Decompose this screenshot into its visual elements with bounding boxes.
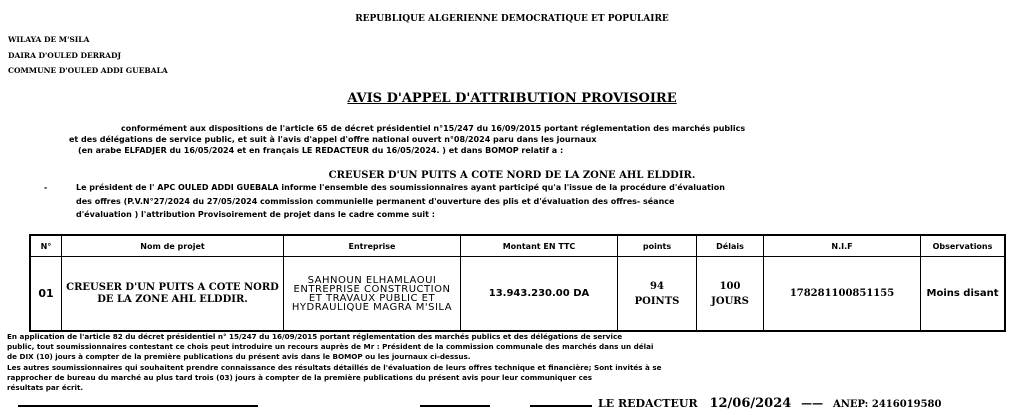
project-subtitle: CREUSER D'UN PUITS A COTE NORD DE LA ZONE AHL ELDDIR. bbox=[328, 170, 696, 181]
cell-project: CREUSER D'UN PUITS A COTE NORD DE LA ZONE AHL ELDDIR. bbox=[62, 257, 284, 332]
publisher-name: LE REDACTEUR bbox=[598, 397, 698, 410]
intro-line-1: conformément aux dispositions de l'article 65 de décret présidentiel n°15/247 du 16/09/2015 portant réglementation des marchés publics bbox=[121, 124, 746, 133]
footer-rule bbox=[530, 405, 592, 407]
table-header-row bbox=[30, 235, 1005, 257]
header-observations: Observations bbox=[921, 235, 1006, 257]
header-company: Entreprise bbox=[284, 235, 461, 257]
header-project: Nom de projet bbox=[62, 235, 284, 257]
header-delay: Délais bbox=[697, 235, 764, 257]
publication-date: 12/06/2024 bbox=[709, 396, 792, 411]
intro-line-3: (en arabe ELFADJER du 16/05/2024 et en français LE REDACTEUR du 16/05/2024. ) et dans BOMOP relatif a : bbox=[78, 146, 564, 155]
publication-info bbox=[598, 396, 941, 411]
points-value: 94 bbox=[650, 280, 664, 292]
footer-line-4: Les autres soumissionnaires qui souhaitent prendre connaissance des résultats détaillés de l'évaluation de leurs offres technique et financière; Sont invités à se bbox=[7, 363, 662, 372]
cell-num: 01 bbox=[30, 257, 62, 332]
cell-delay bbox=[697, 257, 764, 332]
footer-line-1: En application de l'article 82 du décret présidentiel n° 15/247 du 16/09/2015 portant réglementation des marchés publics et des délégations de service bbox=[7, 332, 623, 341]
delay-value: 100 bbox=[719, 280, 741, 292]
body-bullet: - bbox=[44, 183, 48, 192]
separator: —— bbox=[801, 397, 824, 410]
table-row bbox=[30, 257, 1005, 332]
cell-company: SAHNOUN ELHAMLAOUI ENTREPRISE CONSTRUCTION ET TRAVAUX PUBLIC ET HYDRAULIQUE MAGRA M'SILA bbox=[284, 257, 461, 332]
footer-rule bbox=[420, 405, 490, 407]
cell-observations: Moins disant bbox=[921, 257, 1006, 332]
intro-line-2: et des délégations de service public, et suit à l'avis d'appel d'offre national ouvert n°08/2024 paru dans les journaux bbox=[69, 135, 597, 144]
award-table bbox=[29, 234, 1006, 332]
cell-nif: 178281100851155 bbox=[764, 257, 921, 332]
footer-line-5: rapprocher de bureau du marché au plus tard trois (03) jours à compter de la première publications du présent avis pour leur communiquer ces bbox=[7, 373, 592, 382]
body-line-2: des offres (P.V.N°27/2024 du 27/05/2024 commission communielle permanent d'ouverture des plis et d'évaluation des offres- séance bbox=[76, 197, 675, 206]
header-amount: Montant EN TTC bbox=[461, 235, 618, 257]
header-num: N° bbox=[30, 235, 62, 257]
republic-heading: REPUBLIQUE ALGERIENNE DEMOCRATIQUE ET POPULAIRE bbox=[355, 14, 669, 24]
points-unit: POINTS bbox=[634, 295, 680, 307]
footer-line-2: public, tout soumissionnaires contestant ce chois peut introduire un recours auprès de Mr : Président de la commission communale des marchés dans un délai bbox=[7, 342, 654, 351]
daira-line: DAIRA D'OULED DERRADJ bbox=[8, 51, 122, 60]
body-line-3: d'évaluation ) l'attribution Provisoirement de projet dans le cadre comme suit : bbox=[76, 210, 435, 219]
header-points: points bbox=[618, 235, 697, 257]
notice-title: AVIS D'APPEL D'ATTRIBUTION PROVISOIRE bbox=[347, 91, 677, 106]
wilaya-line: WILAYA DE M'SILA bbox=[8, 35, 90, 44]
cell-points bbox=[618, 257, 697, 332]
anep-number: ANEP: 2416019580 bbox=[833, 399, 942, 410]
footer-line-6: résultats par écrit. bbox=[7, 383, 84, 392]
header-nif: N.I.F bbox=[764, 235, 921, 257]
footer-rule bbox=[18, 405, 258, 407]
footer-line-3: de DIX (10) jours à compter de la première publications du présent avis dans le BOMOP ou les journaux ci-dessus. bbox=[7, 352, 471, 361]
cell-amount: 13.943.230.00 DA bbox=[461, 257, 618, 332]
delay-unit: JOURS bbox=[711, 295, 749, 307]
body-line-1: Le président de l' APC OULED ADDI GUEBALA informe l'ensemble des soumissionnaires ayant participé qu'a l'issue de la procédure d'évaluation bbox=[76, 183, 725, 192]
commune-line: COMMUNE D'OULED ADDI GUEBALA bbox=[8, 66, 168, 75]
